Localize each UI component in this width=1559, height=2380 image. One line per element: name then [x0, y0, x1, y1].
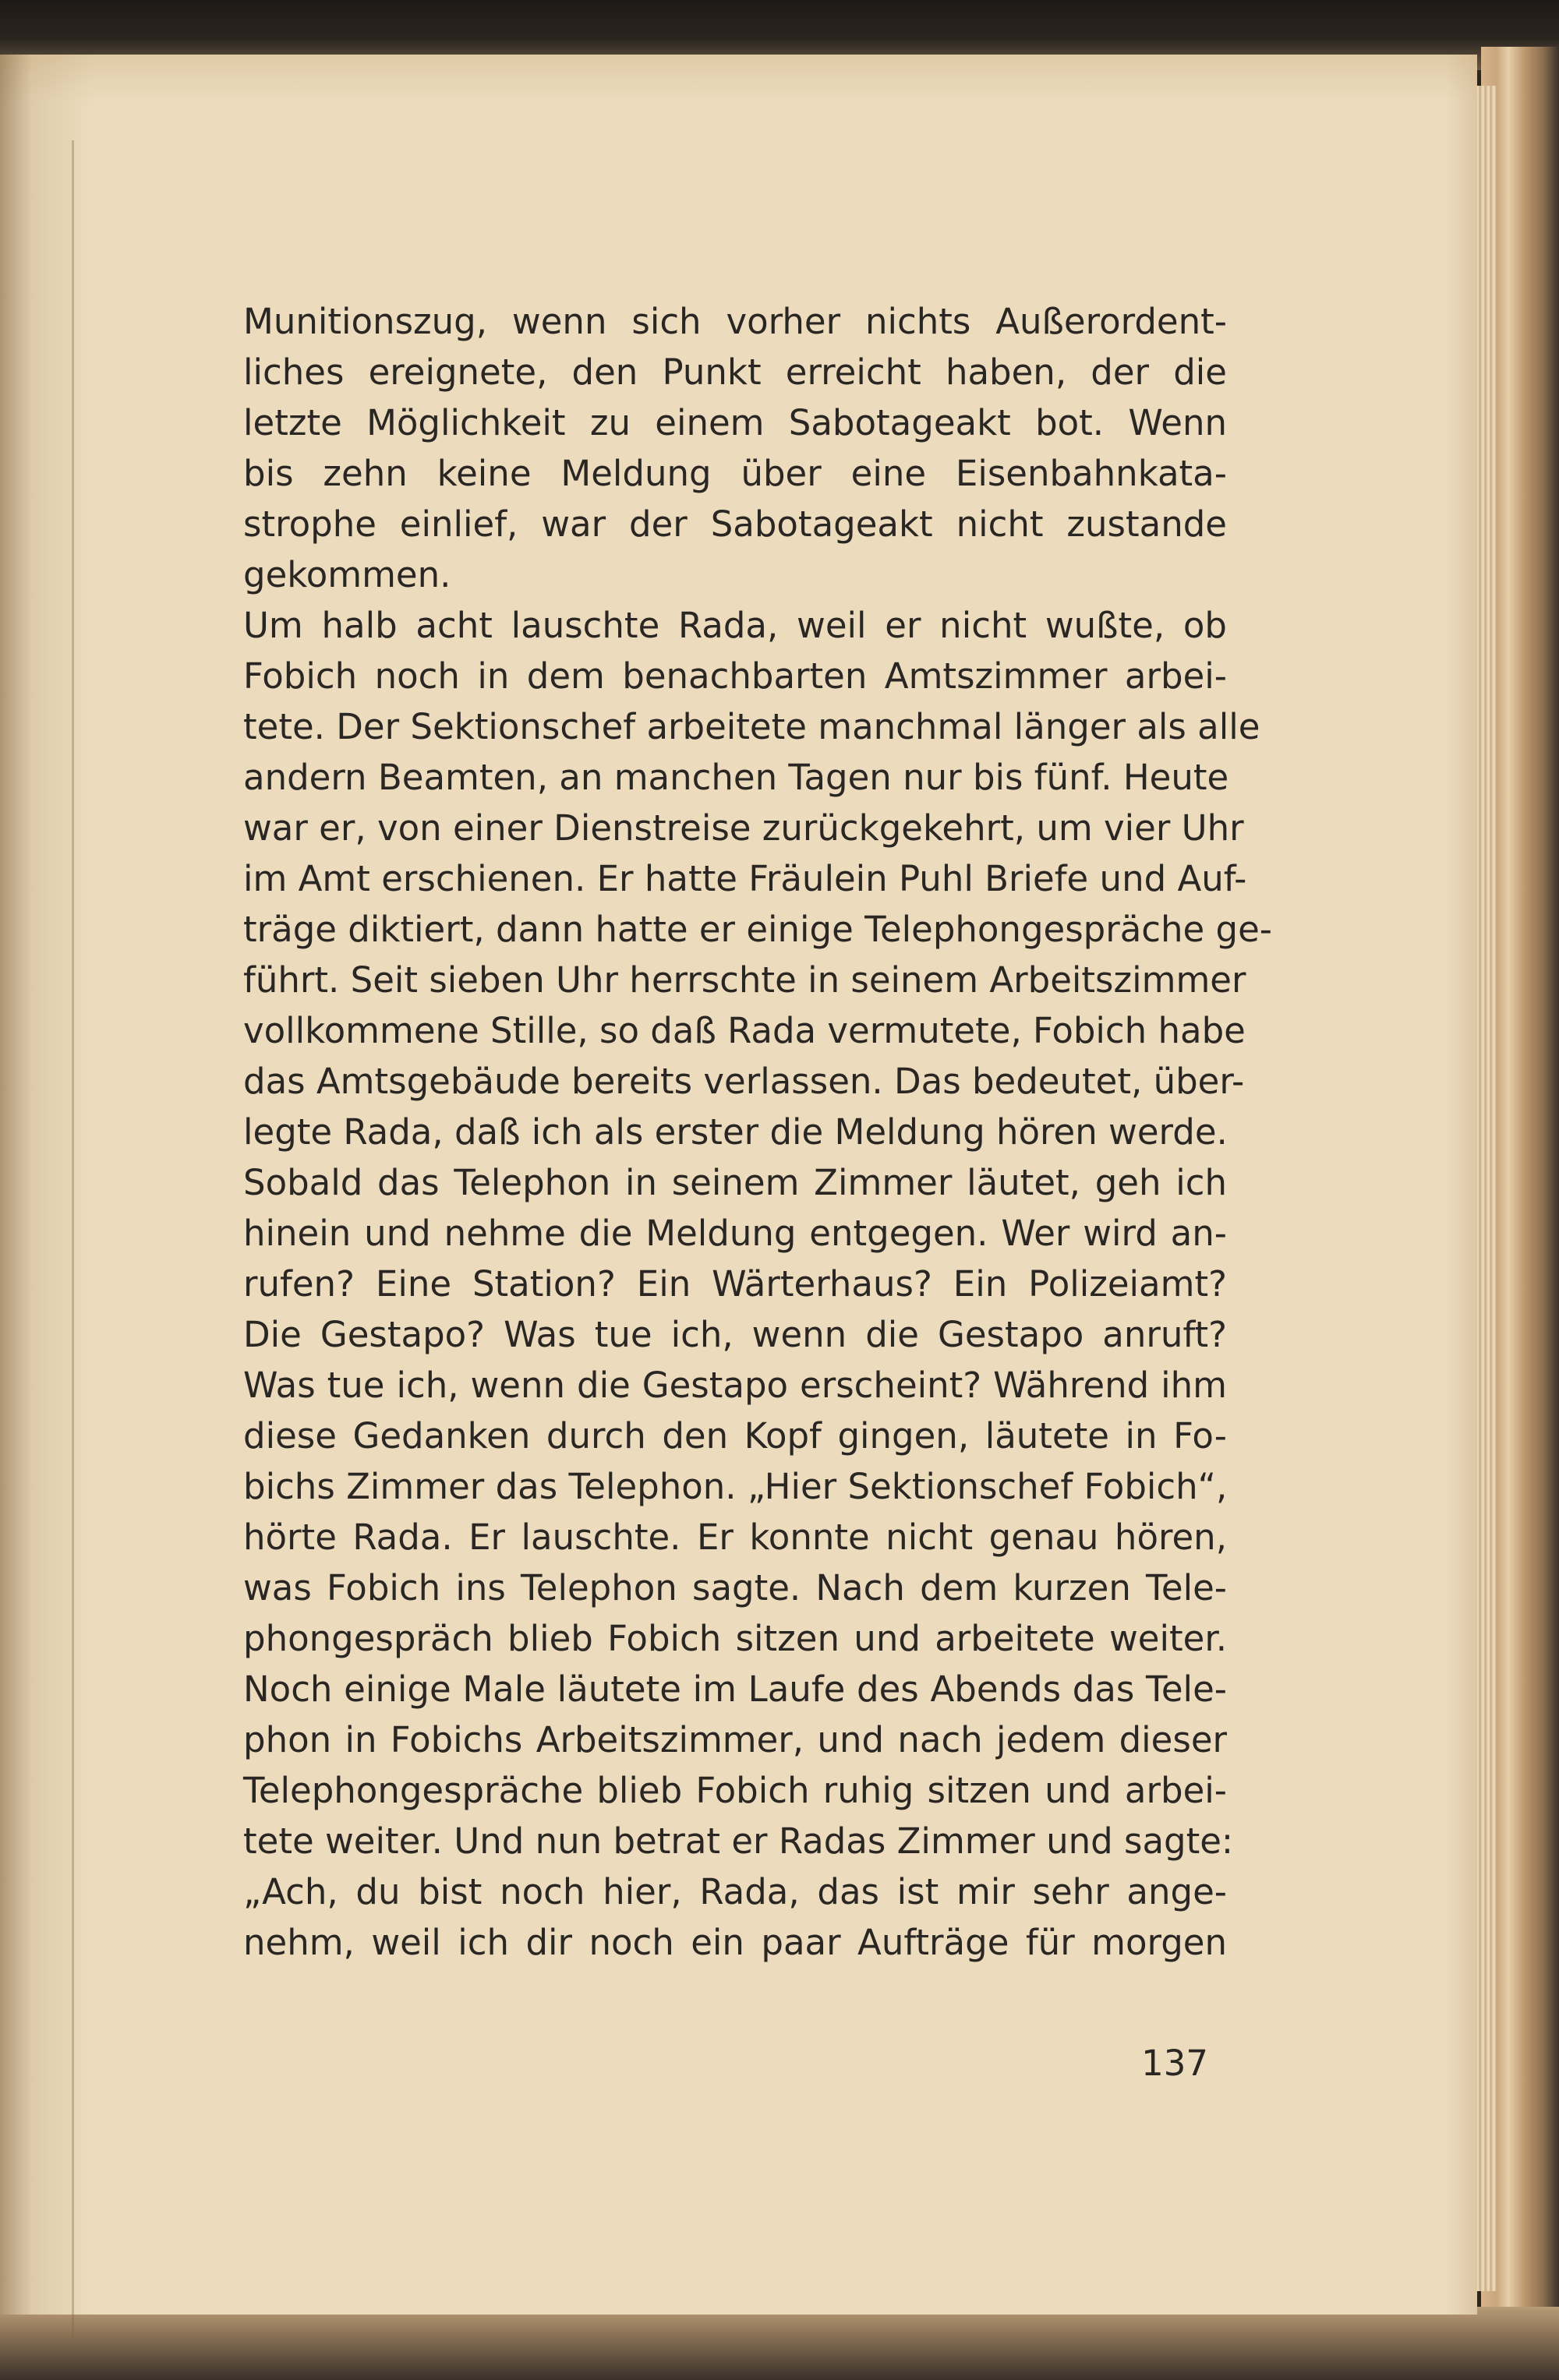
text-line: hinein und nehme die Meldung entgegen. Wer wird an-	[243, 1213, 1227, 1254]
text-line: vollkommene Stille, so daß Rada vermutete, Fobich habe	[243, 1010, 1246, 1051]
text-line: Munitionszug, wenn sich vorher nichts Außerordent-	[243, 301, 1227, 342]
text-line: legte Rada, daß ich als erster die Meldung hören werde.	[243, 1111, 1228, 1153]
text-line: „Ach, du bist noch hier, Rada, das ist mir sehr ange-	[243, 1871, 1227, 1912]
text-line: Noch einige Male läutete im Laufe des Abends das Tele-	[243, 1668, 1227, 1710]
text-line: tete weiter. Und nun betrat er Radas Zimmer und sagte:	[243, 1820, 1234, 1862]
text-line: Fobich noch in dem benachbarten Amtszimmer arbei-	[243, 655, 1227, 697]
text-line: letzte Möglichkeit zu einem Sabotageakt bot. Wenn	[243, 402, 1227, 443]
text-line: phongespräch blieb Fobich sitzen und arbeitete weiter.	[243, 1618, 1227, 1659]
text-line: rufen? Eine Station? Ein Wärterhaus? Ein Polizeiamt?	[243, 1263, 1227, 1305]
text-line: hörte Rada. Er lauschte. Er konnte nicht genau hören,	[243, 1517, 1227, 1558]
binding-gutter	[72, 140, 74, 2338]
text-line: bichs Zimmer das Telephon. „Hier Sektionschef Fobich“,	[243, 1466, 1228, 1507]
text-line: gekommen.	[243, 554, 451, 595]
text-line: Die Gestapo? Was tue ich, wenn die Gestapo anruft?	[243, 1314, 1227, 1355]
text-line: was Fobich ins Telephon sagte. Nach dem kurzen Tele-	[243, 1567, 1227, 1608]
text-line: nehm, weil ich dir noch ein paar Aufträge für morgen	[243, 1922, 1227, 1963]
text-line: Sobald das Telephon in seinem Zimmer läutet, geh ich	[243, 1162, 1227, 1203]
text-line: Telephongespräche blieb Fobich ruhig sitzen und arbei-	[243, 1770, 1227, 1811]
text-line: liches ereignete, den Punkt erreicht haben, der die	[243, 351, 1227, 393]
text-line: das Amtsgebäude bereits verlassen. Das bedeutet, über-	[243, 1061, 1245, 1102]
text-line: diese Gedanken durch den Kopf gingen, läutete in Fo-	[243, 1415, 1227, 1457]
page-number: 137	[1141, 2043, 1208, 2084]
text-line: träge diktiert, dann hatte er einige Telephongespräche ge-	[243, 909, 1273, 950]
text-line: war er, von einer Dienstreise zurückgekehrt, um vier Uhr	[243, 807, 1244, 849]
text-line: phon in Fobichs Arbeitszimmer, und nach jedem dieser	[243, 1719, 1227, 1760]
text-line: im Amt erschienen. Er hatte Fräulein Puhl Briefe und Auf-	[243, 858, 1247, 899]
text-line: führt. Seit sieben Uhr herrschte in seinem Arbeitszimmer	[243, 959, 1246, 1001]
body-text	[243, 296, 1273, 1968]
text-line: Um halb acht lauschte Rada, weil er nicht wußte, ob	[243, 605, 1227, 646]
text-line: tete. Der Sektionschef arbeitete manchmal länger als alle	[243, 706, 1260, 747]
text-line: strophe einlief, war der Sabotageakt nicht zustande	[243, 503, 1227, 545]
book-cover-bottom-edge	[0, 2307, 1559, 2380]
text-line: andern Beamten, an manchen Tagen nur bis fünf. Heute	[243, 757, 1229, 798]
text-line: bis zehn keine Meldung über eine Eisenbahnkata-	[243, 453, 1227, 494]
text-line: Was tue ich, wenn die Gestapo erscheint? Während ihm	[243, 1365, 1227, 1406]
